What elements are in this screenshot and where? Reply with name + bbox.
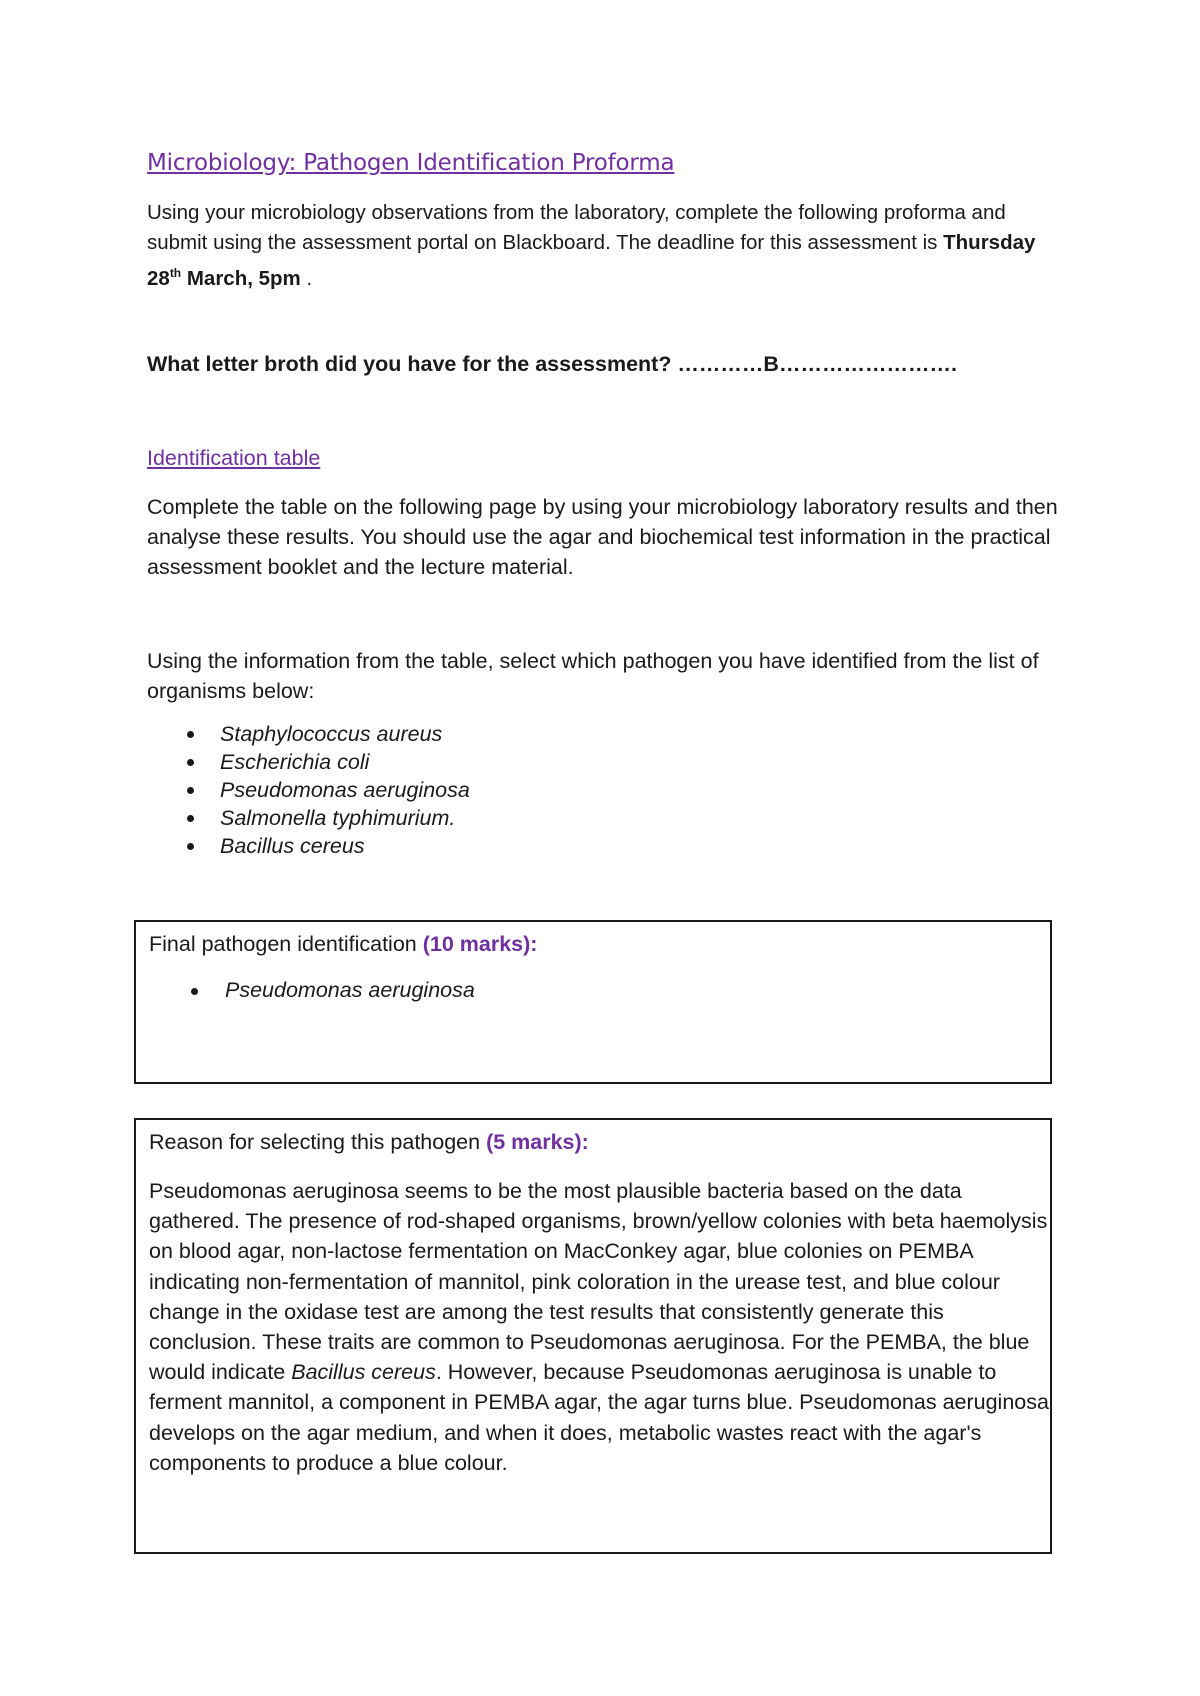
final-answer: Pseudomonas aeruginosa [149, 978, 475, 1003]
list-item: Pseudomonas aeruginosa [147, 776, 470, 804]
reason-marks: (5 marks): [486, 1130, 589, 1154]
reason-box [134, 1118, 1052, 1554]
deadline: Thursday 28th March, 5pm [147, 231, 1036, 290]
intro-text: Using your microbiology observations from the laboratory, complete the following proforma and submit using the assessment portal on Blackboard. The deadline for this assessment is [147, 201, 1006, 254]
bullet-icon [187, 731, 194, 738]
identification-table-heading: Identification table [147, 446, 321, 470]
organism-list [147, 720, 470, 860]
bullet-icon [187, 787, 194, 794]
document-title: Microbiology: Pathogen Identification Proforma [147, 150, 675, 176]
final-identification-box [134, 920, 1052, 1084]
final-marks: (10 marks): [422, 932, 538, 956]
list-item: Salmonella typhimurium. [147, 804, 470, 832]
list-item: Staphylococcus aureus [147, 720, 470, 748]
selection-instructions: Using the information from the table, select which pathogen you have identified from the list of organisms below: [147, 649, 1039, 703]
bullet-icon [191, 988, 198, 995]
table-instructions: Complete the table on the following page by using your microbiology laboratory results and then analyse these results. You should use the agar and biochemical test information in the practical assessment booklet and the lecture material. [147, 495, 1058, 579]
broth-question: What letter broth did you have for the assessment? …………B……………………. [147, 352, 957, 376]
bullet-icon [187, 815, 194, 822]
final-identification-label: Final pathogen identification (10 marks): [149, 932, 538, 956]
intro-paragraph: Using your microbiology observations from the laboratory, complete the following proforma and submit using the assessment portal on Blackboard. The deadline for this assessment is Thursday 28th March, 5pm . [147, 201, 1036, 290]
list-item: Bacillus cereus [147, 832, 470, 860]
reason-text: Pseudomonas aeruginosa seems to be the most plausible bacteria based on the data gathered. The presence of rod-shaped organisms, brown/yellow colonies with beta haemolysis on blood agar, non-lactose fermentation on MacConkey agar, blue colonies on PEMBA indicating non-fermentation of mannitol, pink coloration in the urease test, and blue colour change in the oxidase test are among the test results that consistently generate this conclusion. These traits are common to Pseudomonas aeruginosa. For the PEMBA, the blue would indicate Bacillus cereus. However, because Pseudomonas aeruginosa is unable to ferment mannitol, a component in PEMBA agar, the agar turns blue. Pseudomonas aeruginosa develops on the agar medium, and when it does, metabolic wastes react with the agar's components to produce a blue colour. [149, 1179, 1049, 1475]
reason-label: Reason for selecting this pathogen (5 marks): [149, 1130, 589, 1154]
bullet-icon [187, 759, 194, 766]
bullet-icon [187, 843, 194, 850]
list-item: Escherichia coli [147, 748, 470, 776]
